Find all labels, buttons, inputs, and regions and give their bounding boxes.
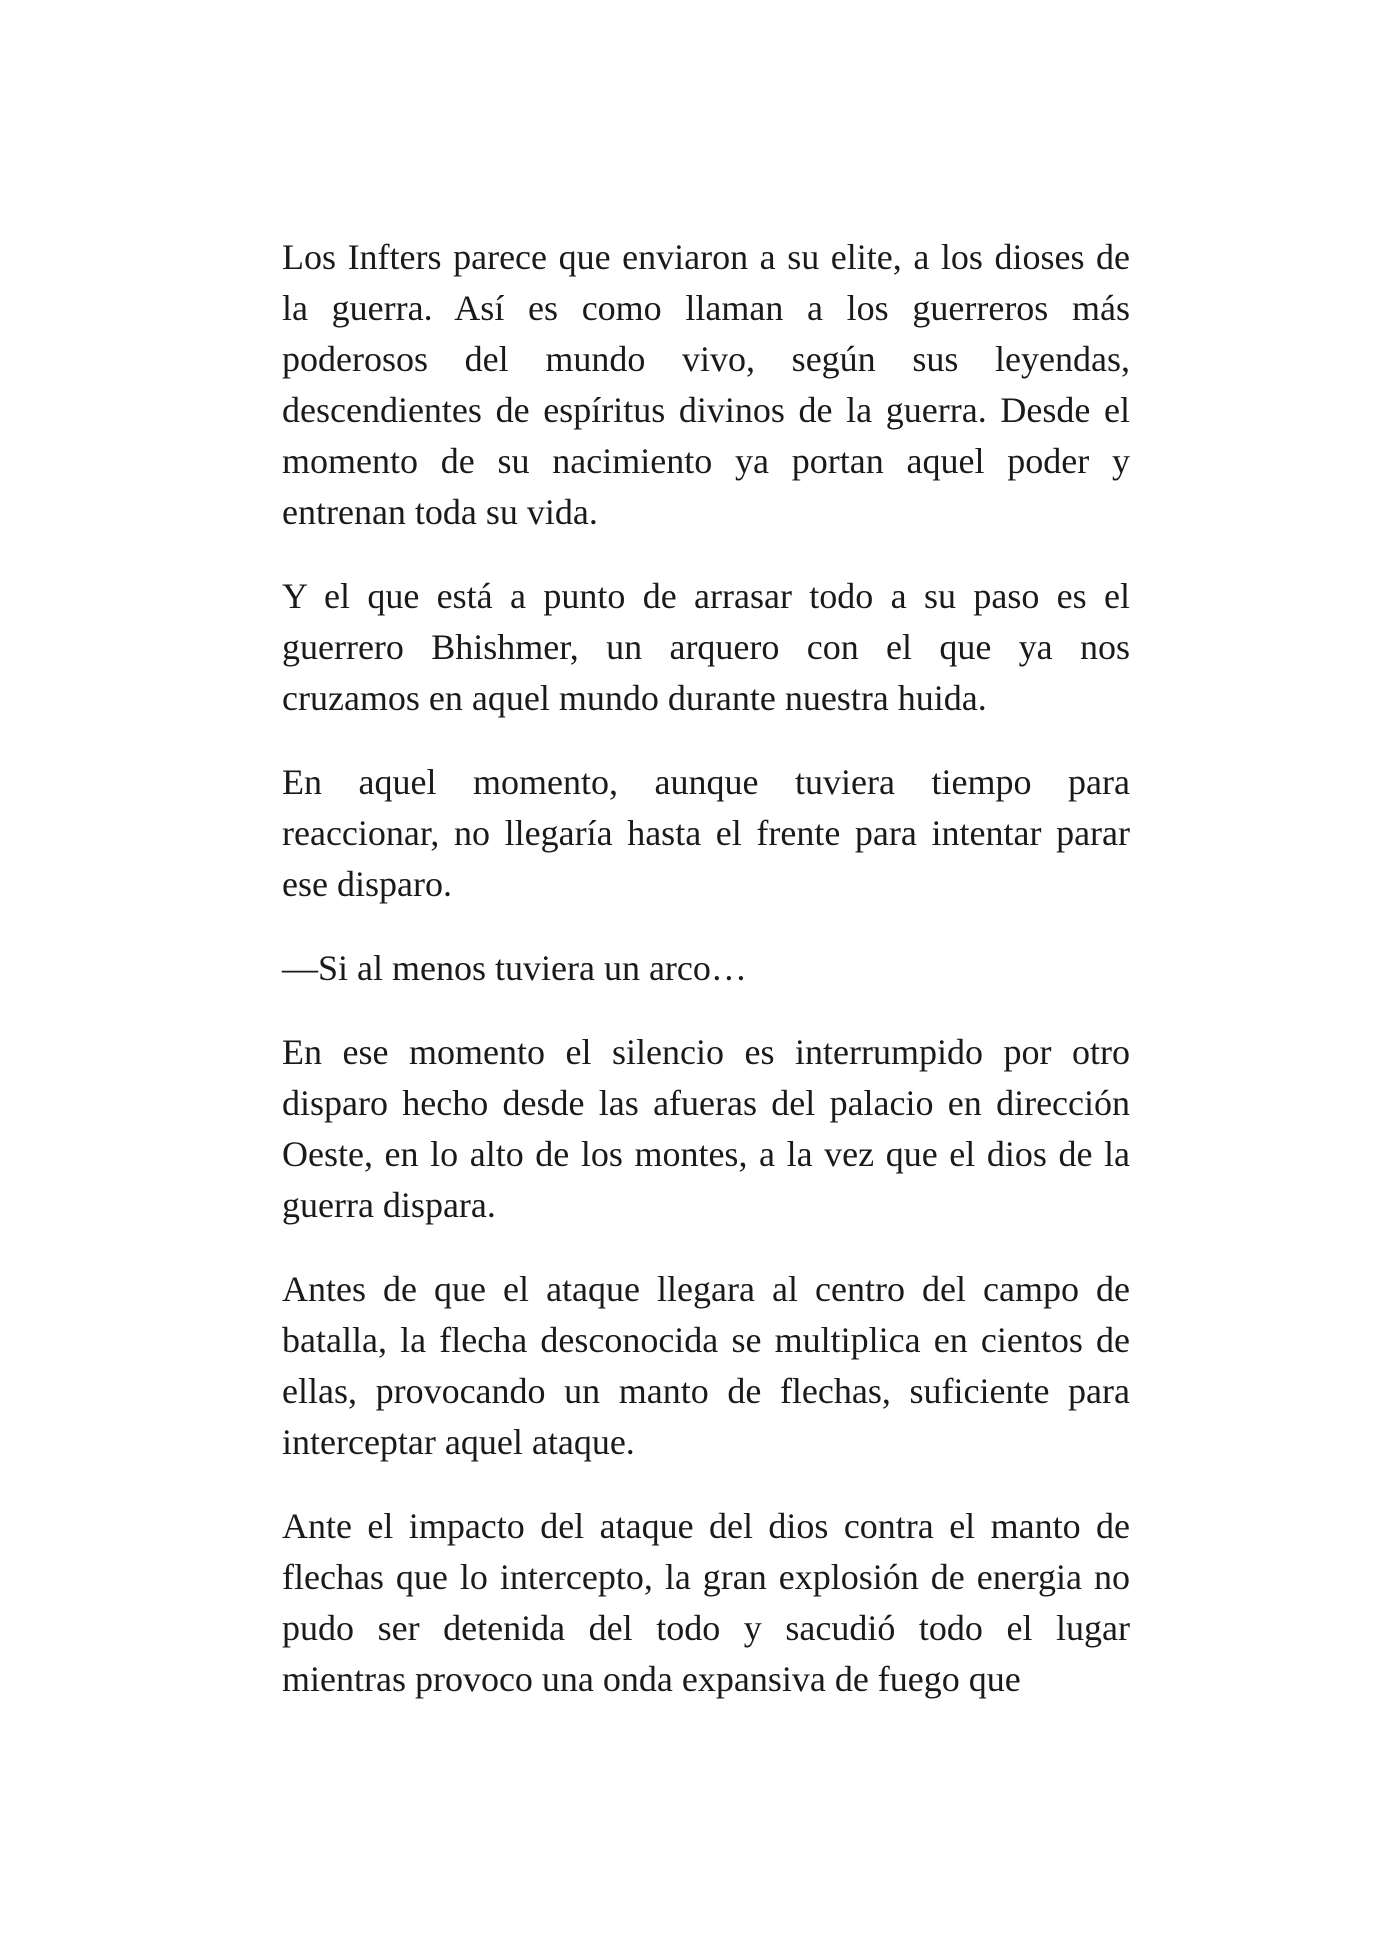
paragraph: Antes de que el ataque llegara al centro del campo de batalla, la flecha desconocida se multiplica en cientos de ellas, provocando un manto de flechas, suficiente para interceptar aquel ataque. [282, 1269, 1130, 1462]
dialogue-line: —Si al menos tuviera un arco… [282, 948, 747, 988]
paragraph: En ese momento el silencio es interrumpido por otro disparo hecho desde las afueras del palacio en dirección Oeste, en lo alto de los montes, a la vez que el dios de la guerra dispara. [282, 1032, 1130, 1225]
paragraph: Y el que está a punto de arrasar todo a su paso es el guerrero Bhishmer, un arquero con el que ya nos cruzamos en aquel mundo durante nuestra huida. [282, 576, 1130, 718]
body-text [282, 232, 1130, 1738]
paragraph: Ante el impacto del ataque del dios contra el manto de flechas que lo intercepto, la gran explosión de energia no pudo ser detenida del todo y sacudió todo el lugar mientras provoco una onda expansiva de fuego que [282, 1506, 1130, 1699]
paragraph: En aquel momento, aunque tuviera tiempo para reaccionar, no llegaría hasta el frente para intentar parar ese disparo. [282, 762, 1130, 904]
paragraph: Los Infters parece que enviaron a su elite, a los dioses de la guerra. Así es como llaman a los guerreros más poderosos del mundo vivo, según sus leyendas, descendientes de espíritus divinos de la guerra. Desde el momento de su nacimiento ya portan aquel poder y entrenan toda su vida. [282, 237, 1130, 532]
